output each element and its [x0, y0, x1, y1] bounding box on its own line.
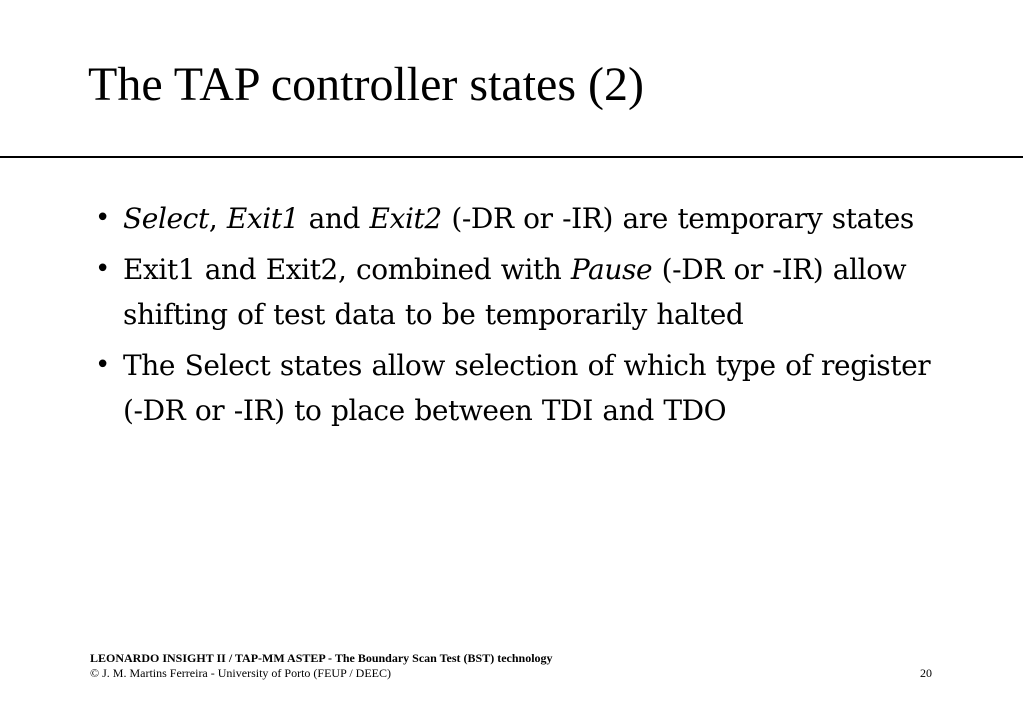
footer-course-title: LEONARDO INSIGHT II / TAP-MM ASTEP - The Boundary Scan Test (BST) technology	[90, 651, 553, 665]
bullet-2-segment-1: Exit1 and Exit2, combined with	[123, 253, 571, 286]
bullet-marker: •	[95, 350, 111, 380]
bullet-text-2	[123, 247, 945, 337]
bullet-1-segment-2: ,	[208, 202, 227, 235]
bullet-list	[95, 196, 945, 439]
page-number: 20	[920, 666, 932, 680]
bullet-marker: •	[95, 254, 111, 284]
bullet-text-1	[123, 196, 945, 241]
bullet-item-2	[95, 247, 945, 337]
bullet-2-segment-3: (-DR or -IR) allow shifting of test data to be temporarily halted	[123, 253, 907, 331]
bullet-1-segment-1: Select	[123, 202, 209, 235]
footer-copyright: © J. M. Martins Ferreira - University of Porto (FEUP / DEEC)	[90, 666, 391, 680]
bullet-3-segment-1: The Select states allow selection of which type of register (-DR or -IR) to place between TDI and TDO	[123, 349, 931, 427]
bullet-1-segment-3: Exit1	[226, 202, 300, 235]
title-divider	[0, 156, 1023, 158]
bullet-1-segment-5: Exit2	[369, 202, 442, 235]
slide-title: The TAP controller states (2)	[88, 58, 645, 111]
bullet-item-1	[95, 196, 945, 241]
bullet-text-3	[123, 343, 945, 433]
bullet-item-3	[95, 343, 945, 433]
bullet-1-segment-6: (-DR or -IR) are temporary states	[441, 202, 914, 235]
bullet-1-segment-4: and	[299, 202, 370, 235]
bullet-2-segment-2: Pause	[570, 253, 653, 286]
bullet-marker: •	[95, 203, 111, 233]
